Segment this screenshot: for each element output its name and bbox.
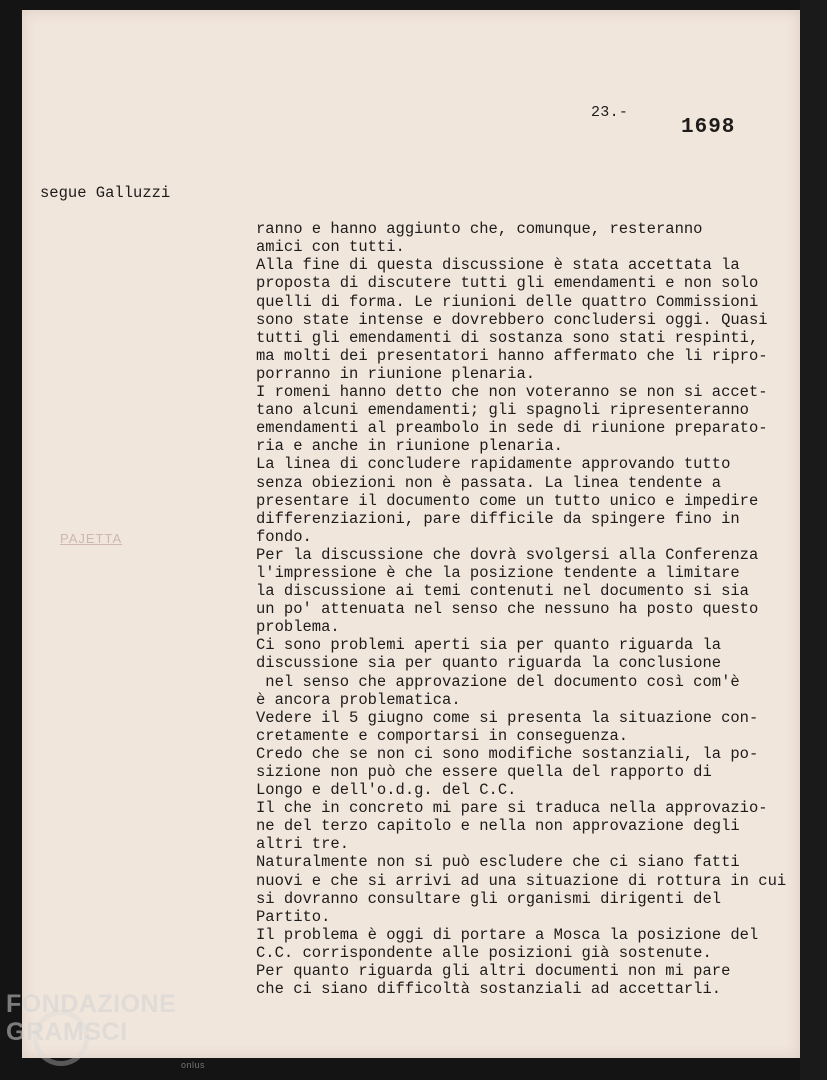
body-line: sono state intense e dovrebbero concludersi oggi. Quasi [256,310,768,329]
body-line: I romeni hanno detto che non voteranno se non si accet- [256,383,768,402]
body-line: quelli di forma. Le riunioni delle quattro Commissioni [256,292,759,311]
body-line: La linea di concludere rapidamente approvando tutto [256,455,731,474]
body-line: porranno in riunione plenaria. [256,364,536,383]
watermark [6,990,206,1070]
body-line: problema. [256,618,340,637]
body-line: emendamenti al preambolo in sede di riunione preparato- [256,419,768,438]
page-number: 1698 [681,116,736,139]
body-line: tutti gli emendamenti di sostanza sono stati respinti, [256,328,759,347]
body-line: Per la discussione che dovrà svolgersi alla Conferenza [256,545,759,564]
body-line: presentare il documento come un tutto unico e impedire [256,491,759,510]
body-line: tano alcuni emendamenti; gli spagnoli ripresenteranno [256,401,749,420]
body-line: cretamente e comportarsi in conseguenza. [256,726,629,745]
body-line: nuovi e che si arrivi ad una situazione di rottura in cui [256,871,787,890]
body-line: ria e anche in riunione plenaria. [256,437,563,456]
body-line: Longo e dell'o.d.g. del C.C. [256,781,517,800]
body-line: l'impressione è che la posizione tendente a limitare [256,563,740,582]
body-line: Alla fine di questa discussione è stata accettata la [256,256,740,275]
watermark-line-3: onlus [181,1060,206,1070]
body-line: C.C. corrispondente alle posizioni già sostenute. [256,943,712,962]
body-line: che ci siano difficoltà sostanziali ad accettarli. [256,980,722,999]
body-line: ranno e hanno aggiunto che, comunque, resteranno [256,220,703,239]
body-line: fondo. [256,527,312,546]
body-line: Il problema è oggi di portare a Mosca la posizione del [256,925,759,944]
body-line: nel senso che approvazione del documento così com'è [256,672,740,691]
watermark-line-1: FONDAZIONE [6,990,177,1018]
page-sub-number: 23.- [591,104,629,121]
body-text [256,184,786,998]
body-line: Partito. [256,907,331,926]
body-line: proposta di discutere tutti gli emendamenti e non solo [256,274,759,293]
speaker-label: segue Galluzzi [40,184,171,202]
body-line: è ancora problematica. [256,690,461,709]
watermark-line-2: GRAMSCI [6,1018,128,1046]
scan-edge-shadow [800,0,827,1080]
body-line: un po' attenuata nel senso che nessuno ha posto questo [256,600,759,619]
body-line: la discussione ai temi contenuti nel documento si sia [256,582,749,601]
body-line: ma molti dei presentatori hanno affermato che li ripro- [256,346,768,365]
body-line: ne del terzo capitolo e nella non approvazione degli [256,817,740,836]
body-line: senza obiezioni non è passata. La linea tendente a [256,473,722,492]
body-line: Credo che se non ci sono modifiche sostanziali, la po- [256,744,759,763]
body-line: Vedere il 5 giugno come si presenta la situazione con- [256,708,759,727]
body-line: amici con tutti. [256,238,405,257]
body-line: Naturalmente non si può escludere che ci siano fatti [256,853,740,872]
body-line: si dovranno consultare gli organismi dirigenti del [256,889,722,908]
body-line: altri tre. [256,835,350,854]
body-line: Per quanto riguarda gli altri documenti non mi pare [256,962,731,981]
body-line: discussione sia per quanto riguarda la conclusione [256,654,722,673]
body-line: Ci sono problemi aperti sia per quanto riguarda la [256,636,722,655]
body-line: sizione non può che essere quella del rapporto di [256,763,712,781]
body-line: differenziazioni, pare difficile da spingere fino in [256,509,740,528]
faint-margin-name: PAJETTA [60,531,123,546]
body-line: Il che in concreto mi pare si traduca nella approvazio- [256,799,768,818]
